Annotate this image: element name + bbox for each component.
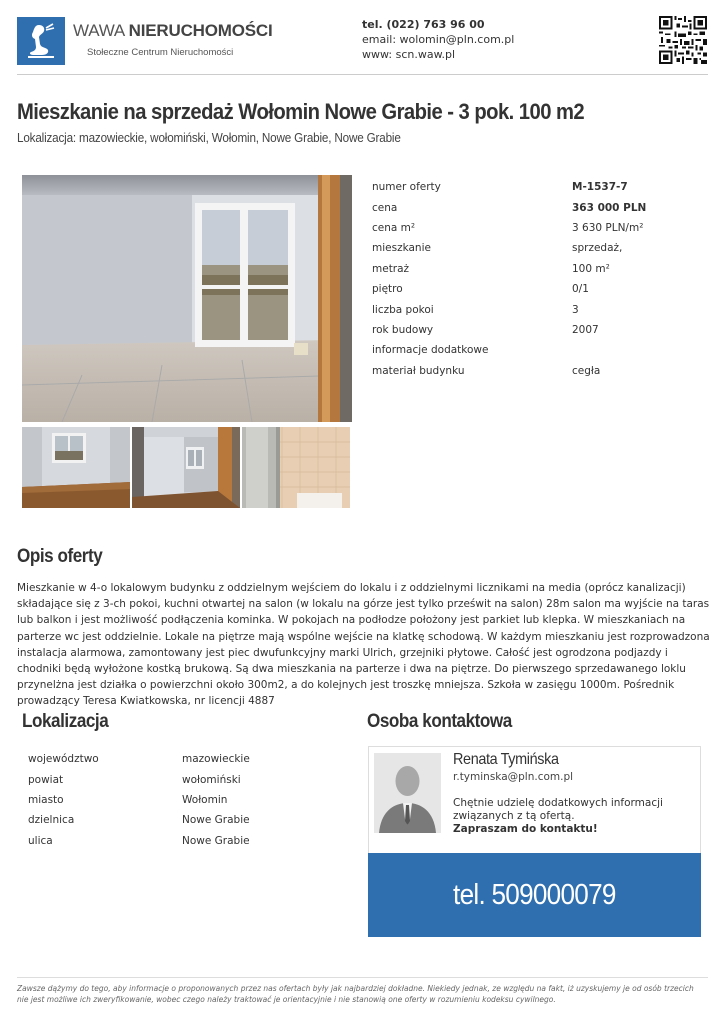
main-photo[interactable] (22, 175, 352, 422)
detail-row (372, 361, 712, 381)
detail-value: 3 630 PLN/m² (572, 221, 644, 234)
agent-cta: Zapraszam do kontaktu! (453, 823, 598, 835)
listing-location: Lokalizacja: mazowieckie, wołomiński, Wołomin, Nowe Grabie, Nowe Grabie (17, 130, 401, 145)
detail-label: liczba pokoi (372, 303, 434, 316)
location-row (28, 769, 328, 789)
offer-details-table (372, 177, 712, 381)
location-row (28, 749, 328, 769)
detail-label: mieszkanie (372, 242, 431, 255)
agent-name: Renata Tymińska (453, 751, 559, 768)
agency-phone[interactable]: tel. (022) 763 96 00 (362, 18, 485, 31)
location-value: wołomiński (182, 773, 241, 786)
logo-icon[interactable] (17, 17, 65, 65)
description-heading: Opis oferty (17, 546, 103, 567)
gallery-thumbnail[interactable] (22, 427, 130, 508)
agent-phone-button[interactable] (368, 853, 701, 937)
location-label: województwo (28, 753, 99, 766)
location-value: Nowe Grabie (182, 834, 250, 847)
footer-disclaimer: Zawsze dążymy do tego, aby informacje o proponowanych przez nas ofertach były jak najbardziej dokładne. Niekiedy jednak, ze względu na fakt, iż uzyskujemy je od osób trzecich nie jest możliwe ich zweryfikowanie, wobec czego należy traktować je orientacyjnie i nie stanowią one oferty w rozumieniu kodeksu cywilnego. (17, 984, 694, 1004)
detail-value: 0/1 (572, 283, 589, 296)
description-text: Mieszkanie w 4-o lokalowym budynku z oddzielnym wejściem do lokalu i z oddzielnymi licznikami na media (oprócz kanalizacji) składające się z 3-ch pokoi, kuchni otwartej na salon (w lokalu na górze jest tylko prześwit na salon) 28m salon ma wyjście na taras lub balkon i jest możliwość podłączenia kominka. W pokojach na podłodze położony jest parkiet lub klepka. W mieszkaniach na parterze wc jest oddzielnie. Lokale na piętrze mają wspólne wejście na klatkę schodową. W każdym mieszkaniu jest rozprowadzona instalacja alarmowa, zamontowany jest piec dwufunkcyjny marki Ulrich, grzejniki płytowe. Całość jest ogrodzona podjazdy i chodniki będą wyłożone kostką brukową. Są dwa mieszkania na parterze i dwa na piętrze. Do pierwszego sprzedawanego loklu przynelżna jest działka o powierzchni około 300m2, a do kolejnych jest troszkę mniejsza. Szkoła w zasięgu 1000m. Pośrednik prowadzący Teresa Kwiatkowska, nr licencji 4887 (17, 582, 710, 708)
location-row (28, 810, 328, 830)
detail-row (372, 218, 712, 238)
logo-text (73, 21, 272, 58)
location-label: ulica (28, 834, 53, 847)
location-heading: Lokalizacja (22, 711, 109, 732)
detail-value: 3 (572, 303, 579, 316)
agency-website[interactable]: www: scn.waw.pl (362, 48, 456, 61)
detail-row (372, 259, 712, 279)
location-row (28, 831, 328, 851)
detail-value: M-1537-7 (572, 181, 628, 194)
gallery-thumbnail[interactable] (242, 427, 350, 508)
logo-subtitle: Stołeczne Centrum Nieruchomości (87, 47, 234, 58)
agent-phone: tel. 509000079 (453, 878, 616, 911)
detail-row (372, 320, 712, 340)
detail-value: cegła (572, 364, 601, 377)
location-value: Wołomin (182, 793, 228, 806)
detail-label: rok budowy (372, 323, 434, 336)
detail-label: cena (372, 201, 398, 214)
location-label: dzielnica (28, 814, 75, 827)
location-table (28, 749, 328, 851)
header-divider (17, 74, 708, 75)
agent-message-text: Chętnie udzielę dodatkowych informacji związanych z tą ofertą. (453, 797, 663, 822)
contact-person-heading: Osoba kontaktowa (367, 711, 512, 732)
detail-value: 100 m² (572, 262, 610, 275)
qr-code-icon (659, 16, 707, 64)
listing-title: Mieszkanie na sprzedaż Wołomin Nowe Grabie - 3 pok. 100 m2 (17, 99, 585, 124)
agent-message (453, 797, 693, 836)
agency-contact (362, 17, 514, 62)
logo-brand: WAWA NIERUCHOMOŚCI (73, 21, 273, 40)
detail-value: 2007 (572, 323, 599, 336)
detail-value: 363 000 PLN (572, 201, 647, 214)
detail-row (372, 340, 712, 360)
page-header (0, 0, 725, 74)
detail-label: numer oferty (372, 181, 441, 194)
location-label: miasto (28, 793, 64, 806)
detail-label: informacje dodatkowe (372, 344, 489, 357)
agent-card (368, 746, 701, 854)
detail-row (372, 197, 712, 217)
location-value: Nowe Grabie (182, 814, 250, 827)
location-row (28, 790, 328, 810)
detail-row (372, 299, 712, 319)
footer-divider (17, 977, 708, 978)
detail-label: materiał budynku (372, 364, 465, 377)
location-value: mazowieckie (182, 753, 250, 766)
agency-email[interactable]: email: wolomin@pln.com.pl (362, 33, 515, 46)
detail-row (372, 238, 712, 258)
detail-row (372, 279, 712, 299)
gallery-thumbnail[interactable] (132, 427, 240, 508)
detail-label: metraż (372, 262, 410, 275)
detail-label: cena m² (372, 221, 416, 234)
location-label: powiat (28, 773, 64, 786)
detail-row (372, 177, 712, 197)
agent-email[interactable]: r.tyminska@pln.com.pl (453, 771, 574, 783)
detail-value: sprzedaż, (572, 242, 623, 255)
agent-avatar (374, 753, 441, 833)
detail-label: piętro (372, 283, 403, 296)
